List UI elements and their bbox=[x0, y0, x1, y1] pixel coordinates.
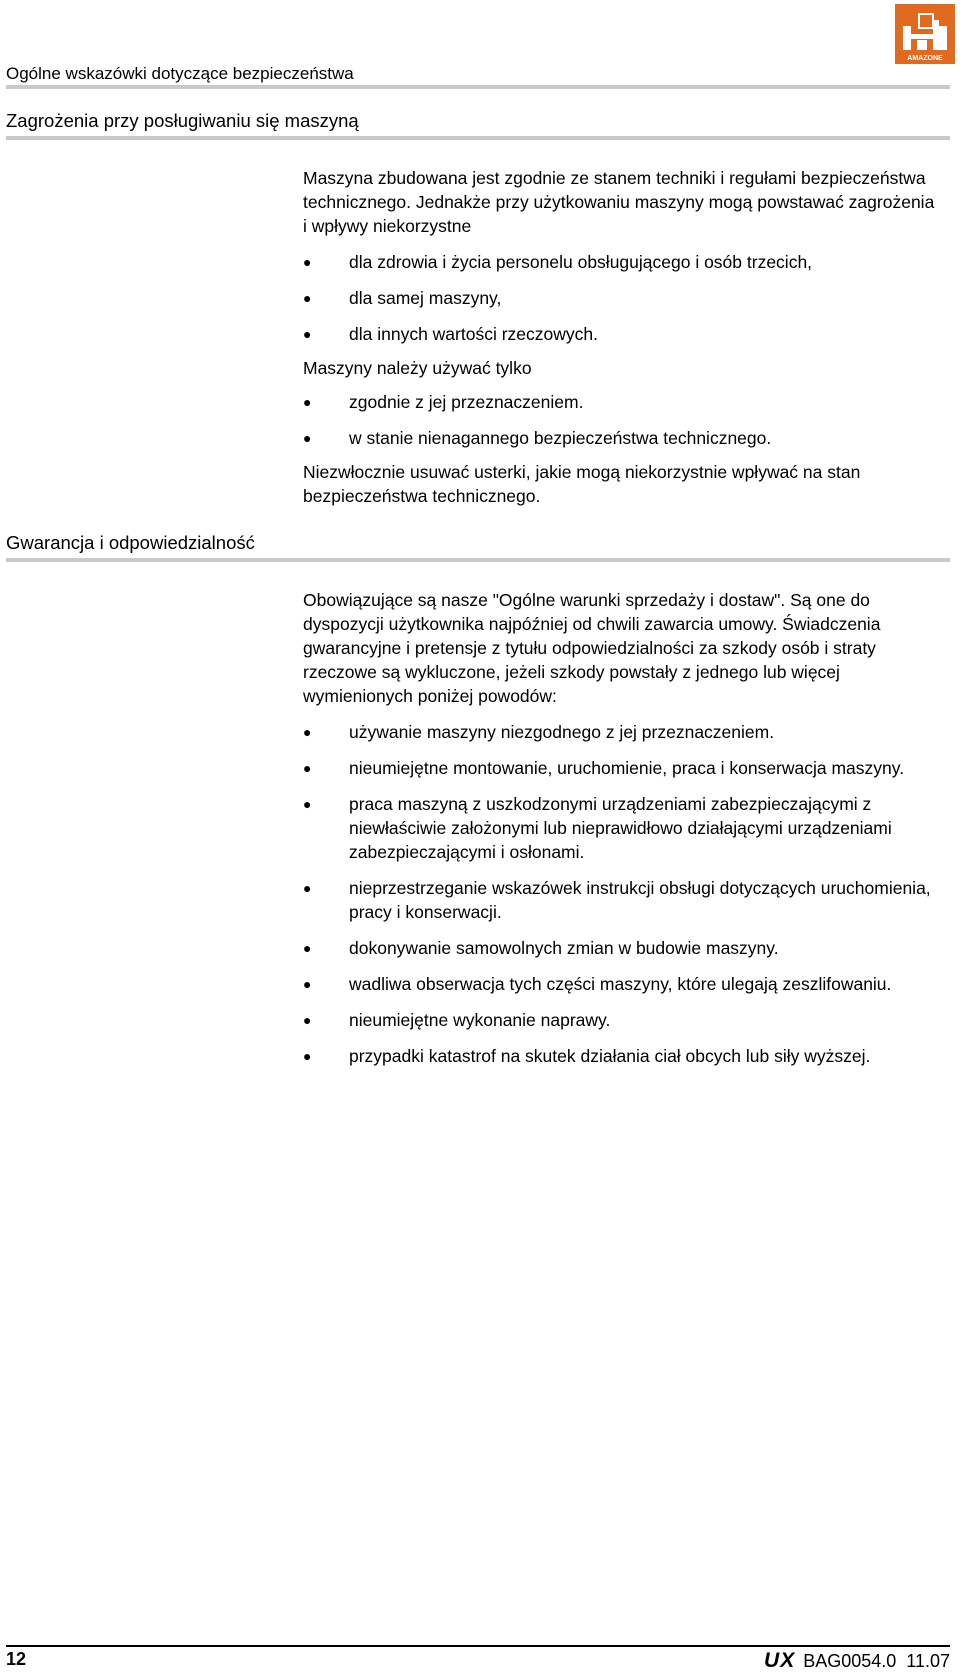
section-divider-warranty bbox=[6, 558, 950, 562]
bullet-icon: ● bbox=[303, 760, 312, 776]
list-item: ● praca maszyną z uszkodzonymi urządzeniami zabezpieczającymi z niewłaściwie założonymi lub nieprawidłowo działającymi urządzeniami zabezpieczającymi i osłonami. bbox=[303, 794, 892, 862]
list-item: ● w stanie nienagannego bezpieczeństwa technicznego. bbox=[303, 428, 772, 448]
bullet-icon: ● bbox=[303, 880, 312, 896]
bullet-icon: ● bbox=[303, 254, 312, 270]
warranty-intro: Obowiązujące są nasze "Ogólne warunki sprzedaży i dostaw". Są one do dyspozycji użytkownika najpóźniej od chwili zawarcia umowy. Świadczenia gwarancyjne i pretensje z tytułu odpowiedzialności za szkody osób i straty rzeczowe są wykluczone, jeżeli szkody powstały z jednego lub więcej wymienionych poniżej powodów: bbox=[303, 590, 881, 706]
document-code bbox=[764, 1649, 950, 1673]
list-item: ● dokonywanie samowolnych zmian w budowie maszyny. bbox=[303, 938, 779, 958]
logo-text: AMAZONE bbox=[907, 55, 943, 62]
section-title-hazards: Zagrożenia przy posługiwaniu się maszyną bbox=[6, 110, 359, 131]
tractor-logo-icon bbox=[895, 4, 955, 64]
list-item: ● zgodnie z jej przeznaczeniem. bbox=[303, 392, 584, 412]
bullet-icon: ● bbox=[303, 1012, 312, 1028]
bullet-icon: ● bbox=[303, 1048, 312, 1064]
use-only-text: Maszyny należy używać tylko bbox=[303, 358, 532, 378]
list-item: ● nieumiejętne montowanie, uruchomienie, praca i konserwacja maszyny. bbox=[303, 758, 905, 778]
footer-divider bbox=[6, 1645, 950, 1647]
hazards-closing: Niezwłocznie usuwać usterki, jakie mogą niekorzystnie wpływać na stan bezpieczeństwa technicznego. bbox=[303, 462, 861, 506]
bullet-icon: ● bbox=[303, 290, 312, 306]
bullet-icon: ● bbox=[303, 976, 312, 992]
amazone-logo bbox=[895, 4, 955, 64]
warranty-bullet-list bbox=[303, 720, 943, 1068]
hazards-bullet-list bbox=[303, 250, 943, 346]
bullet-icon: ● bbox=[303, 394, 312, 410]
list-item: ● używanie maszyny niezgodnego z jej przeznaczeniem. bbox=[303, 722, 775, 742]
header-divider bbox=[6, 85, 950, 89]
page-header-title: Ogólne wskazówki dotyczące bezpieczeństwa bbox=[6, 64, 354, 83]
section-divider-hazards bbox=[6, 136, 950, 140]
bullet-icon: ● bbox=[303, 940, 312, 956]
use-bullet-list bbox=[303, 390, 943, 450]
bullet-icon: ● bbox=[303, 326, 312, 342]
document-code-text: BAG0054.0 11.07 bbox=[803, 1650, 950, 1671]
list-item: ● wadliwa obserwacja tych części maszyny, które ulegają zeszlifowaniu. bbox=[303, 974, 892, 994]
list-item: ● dla samej maszyny, bbox=[303, 288, 502, 308]
section-warranty-content bbox=[303, 588, 943, 1068]
list-item: ● dla zdrowia i życia personelu obsługującego i osób trzecich, bbox=[303, 252, 813, 272]
hazards-intro: Maszyna zbudowana jest zgodnie ze stanem techniki i regułami bezpieczeństwa technicznego. Jednakże przy użytkowaniu maszyny mogą powstawać zagrożenia i wpływy niekorzystne bbox=[303, 168, 935, 236]
list-item: ● nieprzestrzeganie wskazówek instrukcji obsługi dotyczących uruchomienia, pracy i konserwacji. bbox=[303, 878, 931, 922]
model-name: UX bbox=[764, 1649, 796, 1672]
bullet-icon: ● bbox=[303, 724, 312, 740]
list-item: ● przypadki katastrof na skutek działania ciał obcych lub siły wyższej. bbox=[303, 1046, 871, 1066]
section-title-warranty: Gwarancja i odpowiedzialność bbox=[6, 532, 255, 553]
page-number: 12 bbox=[6, 1649, 27, 1669]
bullet-icon: ● bbox=[303, 430, 312, 446]
list-item: ● nieumiejętne wykonanie naprawy. bbox=[303, 1010, 611, 1030]
bullet-icon: ● bbox=[303, 796, 312, 812]
section-hazards-content bbox=[303, 166, 943, 508]
list-item: ● dla innych wartości rzeczowych. bbox=[303, 324, 598, 344]
